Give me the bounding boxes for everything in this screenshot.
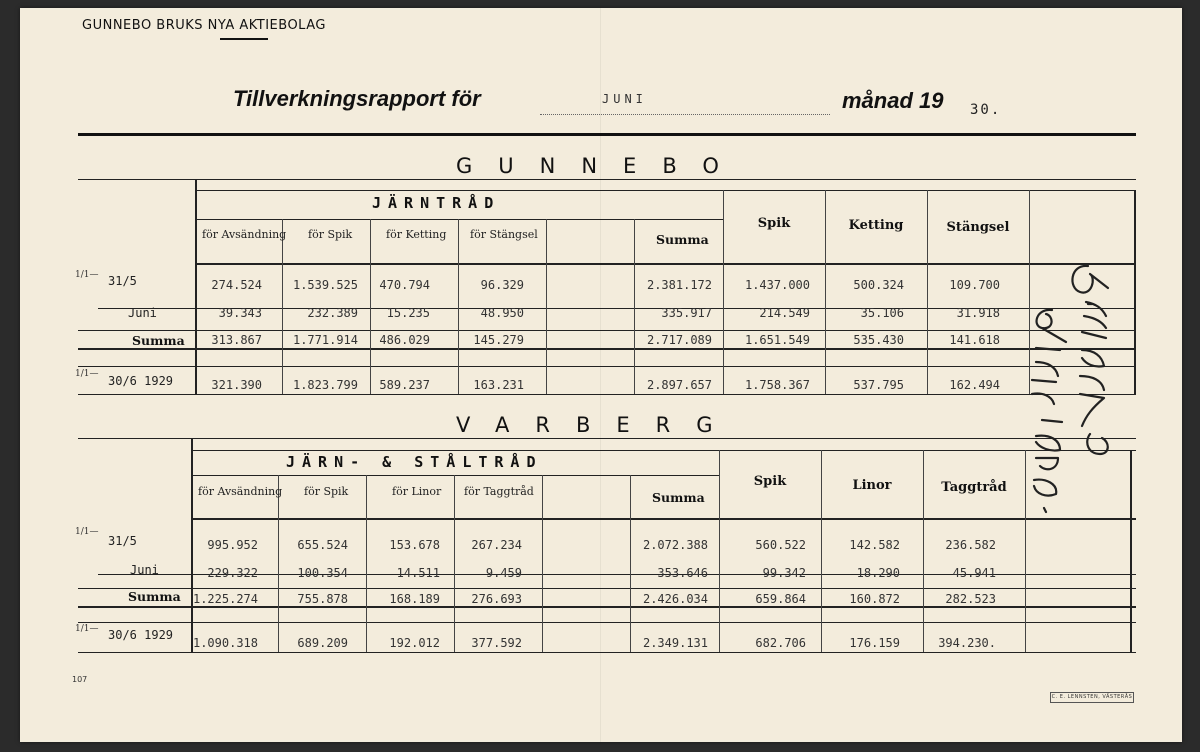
table-cell: 1.539.525	[292, 278, 358, 292]
gunnebo-summa-header: Summa	[656, 232, 709, 247]
table-cell: 2.897.657	[646, 378, 712, 392]
gunnebo-spik-header: Spik	[757, 216, 791, 231]
table-cell: 2.349.131	[642, 636, 708, 650]
table-cell: 142.582	[849, 538, 900, 552]
table-cell: 45.941	[952, 566, 996, 580]
table-cell: 35.106	[860, 306, 904, 320]
row-frac: 1/1—	[75, 527, 99, 537]
table-col-rule	[542, 475, 543, 652]
gunnebo-sub-header: för Stängsel	[470, 228, 538, 241]
month-value: JUNI	[602, 92, 647, 106]
table-cell: 377.592	[471, 636, 522, 650]
table-cell: 682.706	[755, 636, 806, 650]
table-cell: 589.237	[379, 378, 430, 392]
table-cell: 2.426.034	[642, 592, 708, 606]
table-cell: 282.523	[945, 592, 996, 606]
table-cell: 755.878	[297, 592, 348, 606]
row-label: 31/5	[108, 274, 137, 288]
table-cell: 163.231	[473, 378, 524, 392]
table-cell: 162.494	[949, 378, 1000, 392]
table-cell: 486.029	[379, 333, 430, 347]
table-cell: 214.549	[759, 306, 810, 320]
row-frac: 1/1—	[75, 270, 99, 280]
varberg-summa-header: Summa	[652, 490, 705, 505]
year-suffix: 30.	[970, 102, 1002, 118]
table-rule	[78, 179, 1136, 180]
table-cell: 176.159	[849, 636, 900, 650]
varberg-sub-header: för Taggtråd	[464, 485, 534, 498]
table-cell: 1.090.318	[192, 636, 258, 650]
table-cell: 689.209	[297, 636, 348, 650]
table-cell: 15.235	[386, 306, 430, 320]
table-cell: 99.342	[762, 566, 806, 580]
table-col-rule	[366, 475, 367, 652]
table-cell: 236.582	[945, 538, 996, 552]
varberg-linor-header: Linor	[852, 478, 892, 493]
table-rule	[78, 438, 1136, 439]
row-label: Juni	[128, 306, 157, 320]
table-cell: 141.618	[949, 333, 1000, 347]
gunnebo-sub-header: för Ketting	[386, 228, 447, 241]
table-cell: 192.012	[389, 636, 440, 650]
varberg-spik-header: Spik	[753, 474, 787, 489]
table-rule	[78, 348, 1136, 350]
table-cell: 9.459	[485, 566, 522, 580]
table-cell: 160.872	[849, 592, 900, 606]
table-cell: 276.693	[471, 592, 522, 606]
table-cell: 353.646	[657, 566, 708, 580]
report-title: Tillverkningsrapport för	[233, 86, 481, 111]
row-label: 30/6 1929	[108, 374, 174, 388]
table-rule	[192, 475, 720, 476]
table-cell: 321.390	[211, 378, 262, 392]
year-label: månad 19	[842, 88, 944, 113]
gunnebo-sub-header: för Avsändning	[202, 228, 287, 241]
handwriting-text: Gunnebo Juni 1930.	[1010, 258, 1021, 259]
table-cell: 535.430	[853, 333, 904, 347]
gunnebo-group-header: JÄRNTRÅD	[372, 194, 501, 212]
row-frac: 1/1—	[75, 624, 99, 634]
table-rule	[192, 450, 1136, 451]
table-cell: 2.717.089	[646, 333, 712, 347]
table-rule	[78, 394, 1136, 395]
table-cell: 659.864	[755, 592, 806, 606]
table-cell: 232.389	[307, 306, 358, 320]
table-cell: 168.189	[389, 592, 440, 606]
table-rule	[196, 190, 1136, 191]
table-cell: 500.324	[853, 278, 904, 292]
table-cell: 394.230.	[938, 636, 996, 650]
table-cell: 470.794	[379, 278, 430, 292]
table-cell: 14.511	[396, 566, 440, 580]
table-rule	[78, 366, 1136, 367]
row-label: Summa	[128, 589, 181, 604]
table-cell: 274.524	[211, 278, 262, 292]
gunnebo-stangsel-header: Stängsel	[946, 220, 1010, 235]
row-frac: 1/1—	[75, 369, 99, 379]
varberg-sub-header: för Linor	[392, 485, 442, 498]
table-cell: 313.867	[211, 333, 262, 347]
varberg-group-header: JÄRN- & STÅLTRÅD	[286, 453, 543, 471]
table-cell: 1.823.799	[292, 378, 358, 392]
table-cell: 1.437.000	[744, 278, 810, 292]
table-cell: 655.524	[297, 538, 348, 552]
table-cell: 267.234	[471, 538, 522, 552]
table-cell: 145.279	[473, 333, 524, 347]
table-cell: 995.952	[207, 538, 258, 552]
table-rule	[196, 219, 724, 220]
varberg-section-title: VARBERG	[456, 413, 739, 437]
handwritten-signature	[1010, 258, 1130, 528]
table-cell: 1.225.274	[192, 592, 258, 606]
table-col-rule	[1134, 190, 1136, 394]
table-cell: 1.771.914	[292, 333, 358, 347]
gunnebo-ketting-header: Ketting	[848, 218, 904, 233]
company-name: GUNNEBO BRUKS NYA AKTIEBOLAG	[82, 18, 326, 33]
printer-stamp: C. E. LENNSTEN, VÄSTERÅS	[1050, 692, 1134, 703]
table-cell: 2.381.172	[646, 278, 712, 292]
row-label: Juni	[130, 563, 159, 577]
table-cell: 96.329	[480, 278, 524, 292]
company-underline	[220, 38, 268, 40]
table-cell: 48.950	[480, 306, 524, 320]
table-cell: 335.917	[661, 306, 712, 320]
table-cell: 39.343	[218, 306, 262, 320]
report-sheet	[20, 8, 1182, 742]
table-col-rule	[278, 475, 279, 652]
table-cell: 100.354	[297, 566, 348, 580]
table-rule	[78, 330, 1136, 331]
table-col-rule	[454, 475, 455, 652]
table-col-rule	[1130, 450, 1132, 652]
table-rule	[192, 518, 1136, 520]
paper-fold	[600, 8, 601, 742]
table-rule	[196, 263, 1136, 265]
table-cell: 31.918	[956, 306, 1000, 320]
table-cell: 153.678	[389, 538, 440, 552]
table-cell: 229.322	[207, 566, 258, 580]
table-cell: 2.072.388	[642, 538, 708, 552]
gunnebo-section-title: GUNNEBO	[456, 154, 745, 178]
varberg-taggtrad-header: Taggtråd	[941, 480, 1007, 495]
varberg-sub-header: för Spik	[304, 485, 349, 498]
table-rule	[78, 606, 1136, 608]
table-cell: 560.522	[755, 538, 806, 552]
row-label: 30/6 1929	[108, 628, 174, 642]
month-dotted-line	[540, 114, 830, 115]
table-cell: 1.651.549	[744, 333, 810, 347]
table-cell: 18.290	[856, 566, 900, 580]
form-number: 107	[72, 675, 88, 684]
table-cell: 1.758.367	[744, 378, 810, 392]
gunnebo-sub-header: för Spik	[308, 228, 353, 241]
varberg-sub-header: för Avsändning	[198, 485, 283, 498]
table-cell: 537.795	[853, 378, 904, 392]
row-label: 31/5	[108, 534, 137, 548]
row-label: Summa	[132, 333, 185, 348]
title-rule	[78, 133, 1136, 136]
table-cell: 109.700	[949, 278, 1000, 292]
table-col-rule	[546, 219, 547, 394]
table-rule	[78, 588, 1136, 589]
table-col-rule	[630, 475, 631, 652]
table-rule	[78, 622, 1136, 623]
table-rule	[78, 652, 1136, 653]
